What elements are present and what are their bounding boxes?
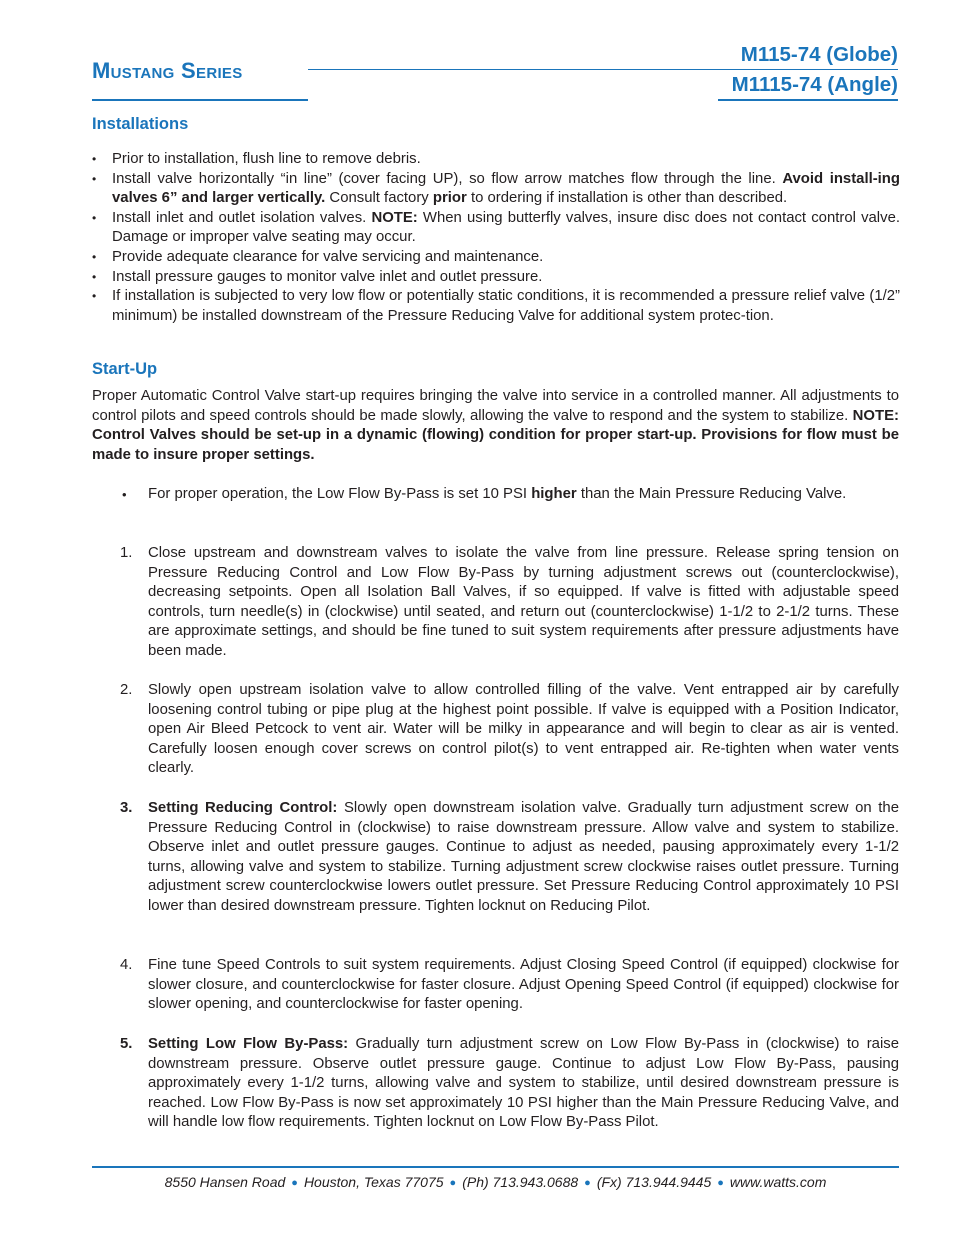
footer-phone: (Ph) 713.943.0688: [462, 1174, 579, 1190]
bullet-marker: •: [122, 487, 127, 502]
step-number: 1.: [120, 545, 133, 561]
startup-bullet: • For proper operation, the Low Flow By-Pass is set 10 PSI higher than the Main Pressure Reducing Valve.: [92, 485, 899, 505]
footer-separator: ●: [584, 1177, 591, 1189]
header-rule-right: [718, 99, 898, 101]
step-number: 2.: [120, 682, 133, 698]
model-angle: M1115-74 (Angle): [731, 73, 898, 96]
footer-fax: (Fx) 713.944.9445: [596, 1174, 712, 1190]
header-rule-thin: [308, 69, 898, 70]
header-rule-left: [92, 99, 308, 101]
footer-contact: [92, 1174, 899, 1190]
list-item: • Install pressure gauges to monitor valve inlet and outlet pressure.: [92, 268, 900, 288]
startup-intro: Proper Automatic Control Valve start-up requires bringing the valve into service in a controlled manner. All adjustments to control pilots and speed controls should be made slowly, allowing the valve to respond and the system to stabilize. NOTE: Control Valves should be set-up in a dynamic (flowing) condition for proper start-up. Provisions for flow must be made to insure proper settings.: [92, 388, 899, 463]
list-item: • Install valve horizontally “in line” (cover facing UP), so flow arrow matches flow through the line. Avoid install-ing valves 6” and larger vertically. Consult factory prior to ordering if installation is other than described.: [92, 170, 900, 209]
step-label: Setting Reducing Control:: [148, 800, 338, 816]
installations-heading: Installations: [92, 115, 189, 133]
list-item: • If installation is subjected to very low flow or potentially static conditions, it is recommended a pressure relief valve (1/2” minimum) be installed downstream of the Pressure Reducing Valve for additional system protec-tion.: [92, 287, 900, 326]
model-globe: M115-74 (Globe): [740, 43, 898, 66]
footer-separator: ●: [449, 1177, 457, 1189]
brand-title: Mustang Series: [92, 58, 243, 83]
startup-step-3: 3. Setting Reducing Control: Slowly open downstream isolation valve. Gradually turn adjustment screw on the Pressure Reducing Control in (clockwise) to raise downstream pressure. Allow valve and system to stabilize. Observe inlet and outlet pressure gauges. Continue to adjust as needed, pausing approximately every 1-1/2 turns, allowing valve and system to stabilize. Turning adjustment screw clockwise raises outlet pressure. Turning adjustment screw counterclockwise lowers outlet pressure. Set Pressure Reducing Control approximately 10 PSI lower than desired downstream pressure. Tighten locknut on Reducing Pilot.: [120, 800, 899, 914]
footer-website: www.watts.com: [729, 1174, 827, 1190]
step-number: 4.: [120, 957, 133, 973]
footer-rule: [92, 1166, 899, 1168]
step-number: 3.: [120, 800, 133, 816]
startup-step-1: 1. Close upstream and downstream valves to isolate the valve from line pressure. Release spring tension on Pressure Reducing Control and Low Flow By-Pass by turning adjustment screws out (counterclockwise), decreasing setpoints. Open all Isolation Ball Valves, if so equipped. If valve is fitted with adjustable speed controls, turn needle(s) in (clockwise) until seated, and return out (counterclockwise) 1-1/2 to 2-1/2 turns. These are approximate settings, and should be fine tuned to suit system requirements after pressure adjustments have been made.: [120, 545, 899, 659]
step-label: Setting Low Flow By-Pass:: [148, 1036, 349, 1052]
list-item: • Prior to installation, flush line to remove debris.: [92, 150, 900, 170]
footer-separator: ●: [717, 1177, 724, 1189]
startup-heading: Start-Up: [92, 360, 158, 378]
startup-step-4: 4. Fine tune Speed Controls to suit system requirements. Adjust Closing Speed Control (if equipped) clockwise for slower closure, and counterclockwise for faster closure. Adjust Opening Speed Control (if equipped) clockwise for slower opening, and counterclockwise for faster opening.: [120, 957, 899, 1013]
list-item: • Install inlet and outlet isolation valves. NOTE: When using butterfly valves, insure disc does not contact control valve. Damage or improper valve seating may occur.: [92, 209, 900, 248]
footer-city: Houston, Texas 77075: [303, 1174, 444, 1190]
startup-step-2: 2. Slowly open upstream isolation valve to allow controlled filling of the valve. Vent entrapped air by carefully loosening control tubing or pipe plug at the highest point possible. If valve is equipped with a Position Indicator, open Air Bleed Petcock to vent air. Water will be milky in appearance and will begin to clear as air is vented. Carefully loosen enough cover screws on control pilot(s) to vent entrapped air. Re-tighten when water vents clearly.: [120, 682, 899, 777]
installations-list: [92, 150, 900, 326]
footer-separator: ●: [291, 1177, 298, 1189]
step-number: 5.: [120, 1036, 133, 1052]
list-item: • Provide adequate clearance for valve servicing and maintenance.: [92, 248, 900, 268]
startup-step-5: 5. Setting Low Flow By-Pass: Gradually turn adjustment screw on Low Flow By-Pass in (clockwise) to raise downstream pressure. Observe outlet pressure gauge. Continue to adjust Low Flow By-Pass, pausing approximately every 1-1/2 turns, allowing valve and system to stabilize, until desired downstream pressure is reached. Low Flow By-Pass is now set approximately 10 PSI higher than the Main Pressure Reducing Valve, and will handle low flow requirements. Tighten locknut on Low Flow By-Pass Pilot.: [120, 1036, 899, 1131]
footer-address: 8550 Hansen Road: [164, 1174, 286, 1190]
